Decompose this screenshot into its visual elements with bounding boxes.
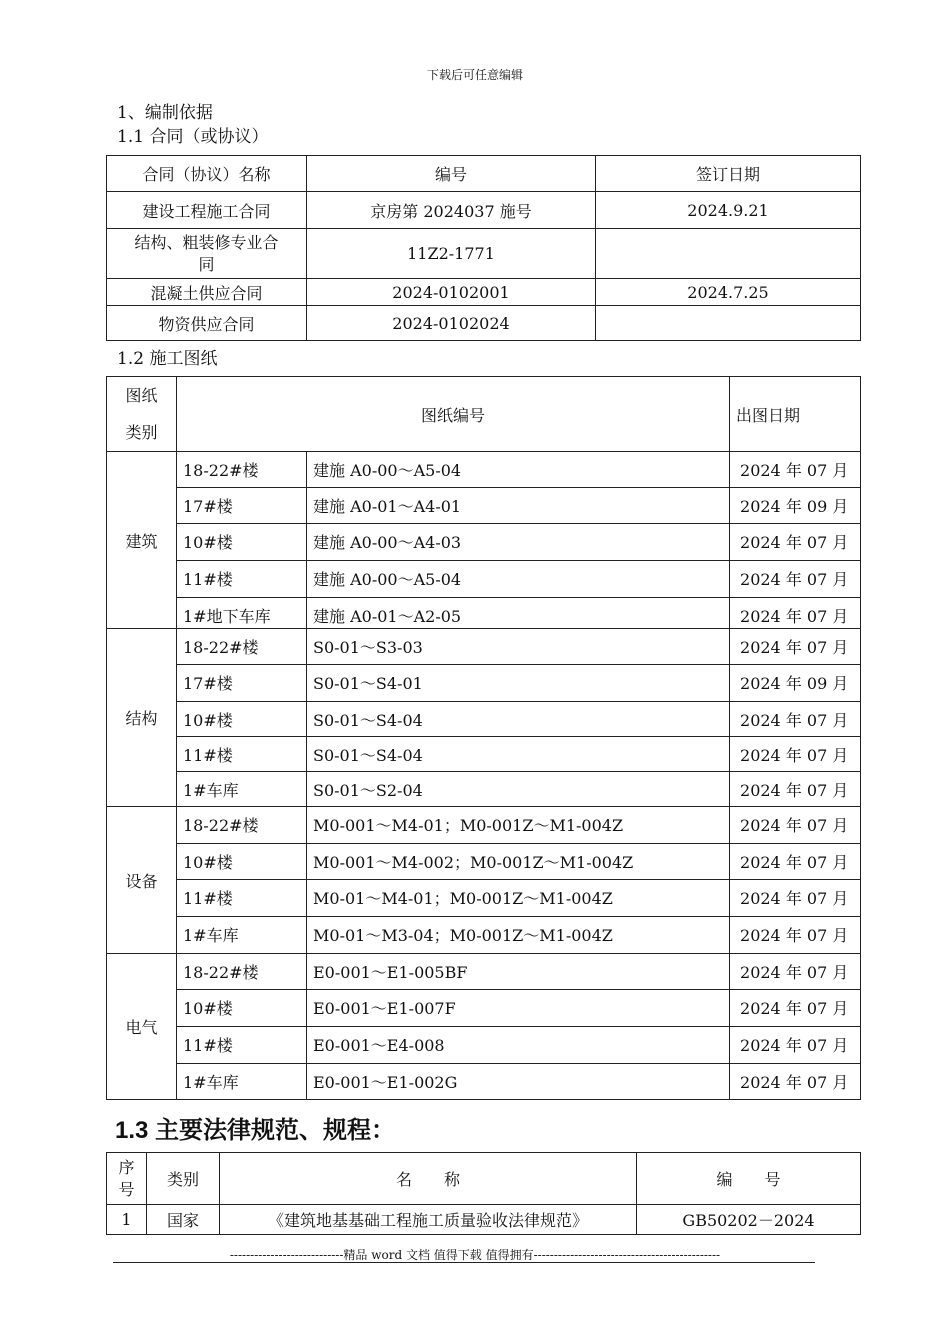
drawing-building: 1#车库 <box>177 1064 307 1100</box>
drawing-date: 2024 年 07 月 <box>730 1064 861 1100</box>
table-row <box>107 488 861 524</box>
drawing-code: 建施 A0-01～A4-01 <box>307 488 730 524</box>
drawing-date: 2024 年 07 月 <box>730 772 861 807</box>
drawing-code: E0-001～E1-002G <box>307 1064 730 1100</box>
table-row <box>107 1064 861 1100</box>
drawing-code: M0-001～M4-01；M0-001Z～M1-004Z <box>307 807 730 844</box>
section-1-2-title: 1.2 施工图纸 <box>117 349 218 369</box>
column-header: 签订日期 <box>596 156 861 192</box>
drawing-code: S0-01～S4-04 <box>307 702 730 737</box>
table-row <box>107 229 861 279</box>
contract-date: 2024.7.25 <box>596 279 861 306</box>
drawing-code: 建施 A0-00～A5-04 <box>307 561 730 598</box>
drawings-body <box>107 452 861 1100</box>
drawing-building: 10#楼 <box>177 524 307 561</box>
drawing-building: 10#楼 <box>177 844 307 880</box>
page-header: 下载后可任意编辑 <box>426 68 523 82</box>
table-row <box>107 279 861 306</box>
drawing-code: S0-01～S4-01 <box>307 665 730 702</box>
column-header-code: 编 号 <box>637 1153 861 1205</box>
drawing-code: M0-001～M4-002；M0-001Z～M1-004Z <box>307 844 730 880</box>
column-header: 合同（协议）名称 <box>107 156 307 192</box>
table-row <box>107 561 861 598</box>
drawing-building: 11#楼 <box>177 737 307 772</box>
contract-date <box>596 306 861 341</box>
column-header-type: 类别 <box>147 1153 220 1205</box>
table-row <box>107 192 861 229</box>
drawing-date: 2024 年 07 月 <box>730 524 861 561</box>
drawing-building: 10#楼 <box>177 702 307 737</box>
table-row <box>107 598 861 629</box>
drawing-date: 2024 年 07 月 <box>730 452 861 488</box>
contract-code: 2024-0102024 <box>307 306 596 341</box>
table-header-row <box>107 1153 861 1205</box>
drawing-building: 11#楼 <box>177 1027 307 1064</box>
drawing-building: 17#楼 <box>177 665 307 702</box>
contracts-table <box>106 155 861 341</box>
column-header: 编号 <box>307 156 596 192</box>
footer-divider <box>113 1262 815 1263</box>
drawing-date: 2024 年 07 月 <box>730 844 861 880</box>
drawing-building: 10#楼 <box>177 990 307 1027</box>
table-row <box>107 306 861 341</box>
table-row <box>107 807 861 844</box>
drawing-date: 2024 年 07 月 <box>730 1027 861 1064</box>
section-1-1-title: 1.1 合同（或协议） <box>117 127 269 147</box>
drawing-date: 2024 年 07 月 <box>730 702 861 737</box>
drawing-code: E0-001～E1-007F <box>307 990 730 1027</box>
drawing-code: E0-001～E1-005BF <box>307 954 730 990</box>
header-line: 序 <box>118 1157 135 1177</box>
drawing-code: S0-01～S2-04 <box>307 772 730 807</box>
contract-code: 京房第 2024037 施号 <box>307 192 596 229</box>
header-line: 号 <box>118 1179 135 1199</box>
drawing-building: 1#地下车库 <box>177 598 307 629</box>
drawing-building: 17#楼 <box>177 488 307 524</box>
table-row <box>107 665 861 702</box>
drawing-category: 结构 <box>107 629 177 807</box>
header-line: 类别 <box>125 423 158 442</box>
column-header-date: 出图日期 <box>730 377 861 452</box>
drawing-code: M0-01～M4-01；M0-001Z～M1-004Z <box>307 880 730 917</box>
drawing-building: 11#楼 <box>177 880 307 917</box>
table-row <box>107 1205 861 1235</box>
table-row <box>107 954 861 990</box>
header-line: 图纸 <box>125 386 158 405</box>
table-row <box>107 990 861 1027</box>
column-header-code: 图纸编号 <box>177 377 730 452</box>
contract-code: 11Z2-1771 <box>307 229 596 279</box>
drawing-building: 18-22#楼 <box>177 954 307 990</box>
drawing-date: 2024 年 07 月 <box>730 917 861 954</box>
drawing-building: 1#车库 <box>177 917 307 954</box>
contract-date <box>596 229 861 279</box>
drawing-code: E0-001～E4-008 <box>307 1027 730 1064</box>
drawing-code: S0-01～S3-03 <box>307 629 730 665</box>
drawing-building: 11#楼 <box>177 561 307 598</box>
drawing-date: 2024 年 09 月 <box>730 488 861 524</box>
drawing-building: 18-22#楼 <box>177 629 307 665</box>
law-seq: 1 <box>107 1205 147 1235</box>
column-header-seq <box>107 1153 147 1205</box>
drawing-code: 建施 A0-00～A4-03 <box>307 524 730 561</box>
contract-date: 2024.9.21 <box>596 192 861 229</box>
page-footer: ----------------------------精品 word 文档 值得下载 值得拥有---------------------------------------------- <box>229 1248 721 1262</box>
column-header-name: 名 称 <box>220 1153 637 1205</box>
drawing-building: 1#车库 <box>177 772 307 807</box>
column-header-category <box>107 377 177 452</box>
table-row <box>107 524 861 561</box>
drawing-date: 2024 年 07 月 <box>730 990 861 1027</box>
drawing-building: 18-22#楼 <box>177 807 307 844</box>
table-row <box>107 772 861 807</box>
laws-table <box>106 1152 861 1235</box>
table-header-row <box>107 377 861 452</box>
contract-name: 建设工程施工合同 <box>107 192 307 229</box>
drawing-date: 2024 年 07 月 <box>730 737 861 772</box>
law-type: 国家 <box>147 1205 220 1235</box>
law-name: 《建筑地基基础工程施工质量验收法律规范》 <box>220 1205 637 1235</box>
drawing-code: 建施 A0-00～A5-04 <box>307 452 730 488</box>
contract-name: 物资供应合同 <box>107 306 307 341</box>
drawing-date: 2024 年 07 月 <box>730 629 861 665</box>
table-row <box>107 452 861 488</box>
drawing-date: 2024 年 09 月 <box>730 665 861 702</box>
contract-name-line: 同 <box>198 254 215 274</box>
drawing-date: 2024 年 07 月 <box>730 954 861 990</box>
contract-name-line: 结构、粗装修专业合 <box>134 232 279 252</box>
table-row <box>107 702 861 737</box>
table-header-row <box>107 156 861 192</box>
contract-name <box>107 229 307 279</box>
contract-code: 2024-0102001 <box>307 279 596 306</box>
drawing-code: S0-01～S4-04 <box>307 737 730 772</box>
table-row <box>107 737 861 772</box>
drawing-category: 建筑 <box>107 452 177 629</box>
drawing-date: 2024 年 07 月 <box>730 598 861 629</box>
table-row <box>107 1027 861 1064</box>
drawing-date: 2024 年 07 月 <box>730 561 861 598</box>
drawing-code: M0-01～M3-04；M0-001Z～M1-004Z <box>307 917 730 954</box>
drawing-category: 电气 <box>107 954 177 1100</box>
drawing-date: 2024 年 07 月 <box>730 807 861 844</box>
drawing-category: 设备 <box>107 807 177 954</box>
section-1-3-title: 1.3 主要法律规范、规程： <box>115 1117 396 1144</box>
table-row <box>107 844 861 880</box>
law-code: GB50202－2024 <box>637 1205 861 1235</box>
drawing-code: 建施 A0-01～A2-05 <box>307 598 730 629</box>
drawing-building: 18-22#楼 <box>177 452 307 488</box>
table-row <box>107 629 861 665</box>
drawing-date: 2024 年 07 月 <box>730 880 861 917</box>
section-1-title: 1、编制依据 <box>117 103 213 123</box>
table-row <box>107 917 861 954</box>
contract-name: 混凝土供应合同 <box>107 279 307 306</box>
table-row <box>107 880 861 917</box>
drawings-table <box>106 376 861 1100</box>
